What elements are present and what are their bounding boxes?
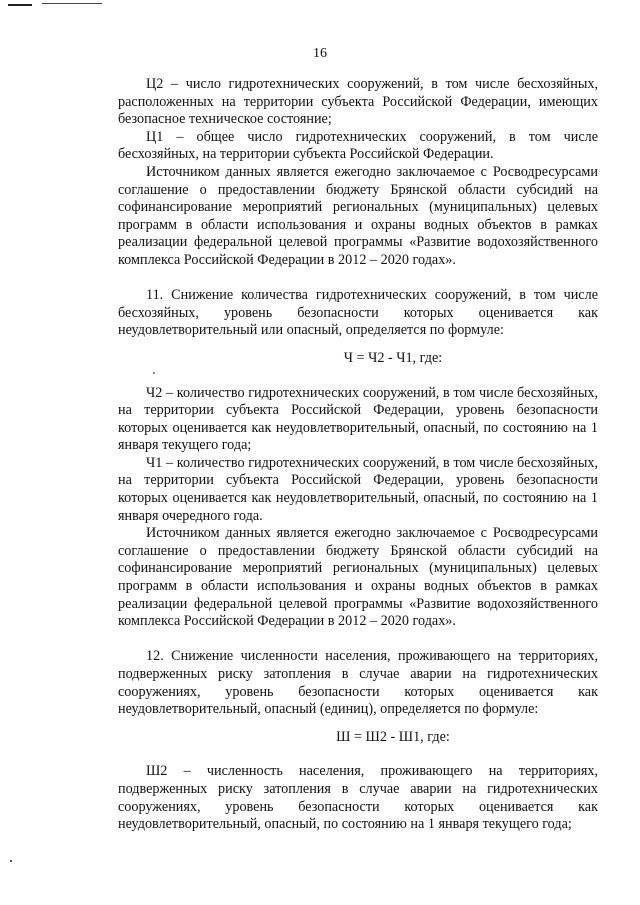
formula-item-11: Ч = Ч2 - Ч1, где:: [343, 349, 443, 366]
paragraph-sh2-definition: Ш2 – численность населения, проживающего на территориях, подверженных риску затопления в случае аварии на гидротехнических сооружениях, уровень безопасности которых оценивается как неудовлетворительный, опасный, по состоянию на 1 января текущего года;: [118, 763, 598, 833]
paragraph-item-12: 12. Снижение численности населения, проживающего на территориях, подверженных риску затопления в случае аварии на гидротехнических сооружениях, уровень безопасности которых оценивается как неудовлетворительный, опасный (единиц), определяется по формуле:: [118, 648, 598, 718]
formula-item-12: Ш = Ш2 - Ш1, где:: [336, 728, 450, 745]
document-body: [118, 76, 598, 834]
scan-artifact: [8, 4, 32, 6]
spacer: [118, 631, 598, 649]
paragraph-data-source-2: Источником данных является ежегодно заключаемое с Росводресурсами соглашение о предоставлении бюджету Брянской области субсидий на софинансирование мероприятий региональных (муниципальных) целевых программ в области использования и охраны водных объектов в рамках реализации федеральной целевой программы «Развитие водохозяйственного комплекса Российской Федерации в 2012 – 2020 годах».: [118, 525, 598, 630]
scan-artifact: [42, 3, 102, 4]
spacer: [118, 270, 598, 288]
paragraph-ch1-definition: Ч1 – количество гидротехнических сооружений, в том числе бесхозяйных, на территории субъекта Российской Федерации, уровень безопасности которых оценивается как неудовлетворительный, опасный, по состоянию на 1 января очередного года.: [118, 454, 598, 524]
paragraph-data-source-1: Источником данных является ежегодно заключаемое с Росводресурсами соглашение о предоставлении бюджету Брянской области субсидий на софинансирование мероприятий региональных (муниципальных) целевых программ в области использования и охраны водных объектов в рамках реализации федеральной целевой программы «Развитие водохозяйственного комплекса Российской Федерации в 2012 – 2020 годах».: [118, 163, 598, 268]
scan-speck: [10, 860, 12, 862]
paragraph-c1-definition: Ц1 – общее число гидротехнических сооружений, в том числе бесхозяйных, на территории субъекта Российской Федерации.: [118, 128, 598, 163]
paragraph-item-11: 11. Снижение количества гидротехнических сооружений, в том числе бесхозяйных, уровень безопасности которых оценивается как неудовлетворительный или опасный, определяется по формуле:: [118, 287, 598, 339]
paragraph-ch2-definition: Ч2 – количество гидротехнических сооружений, в том числе бесхозяйных, на территории субъекта Российской Федерации, уровень безопасности которых оценивается как неудовлетворительный, опасный, по состоянию на 1 января текущего года;: [118, 384, 598, 454]
paragraph-c2-definition: Ц2 – число гидротехнических сооружений, в том числе бесхозяйных, расположенных на территории субъекта Российской Федерации, имеющих безопасное техническое состояние;: [118, 76, 598, 128]
page-number: 16: [313, 46, 327, 61]
